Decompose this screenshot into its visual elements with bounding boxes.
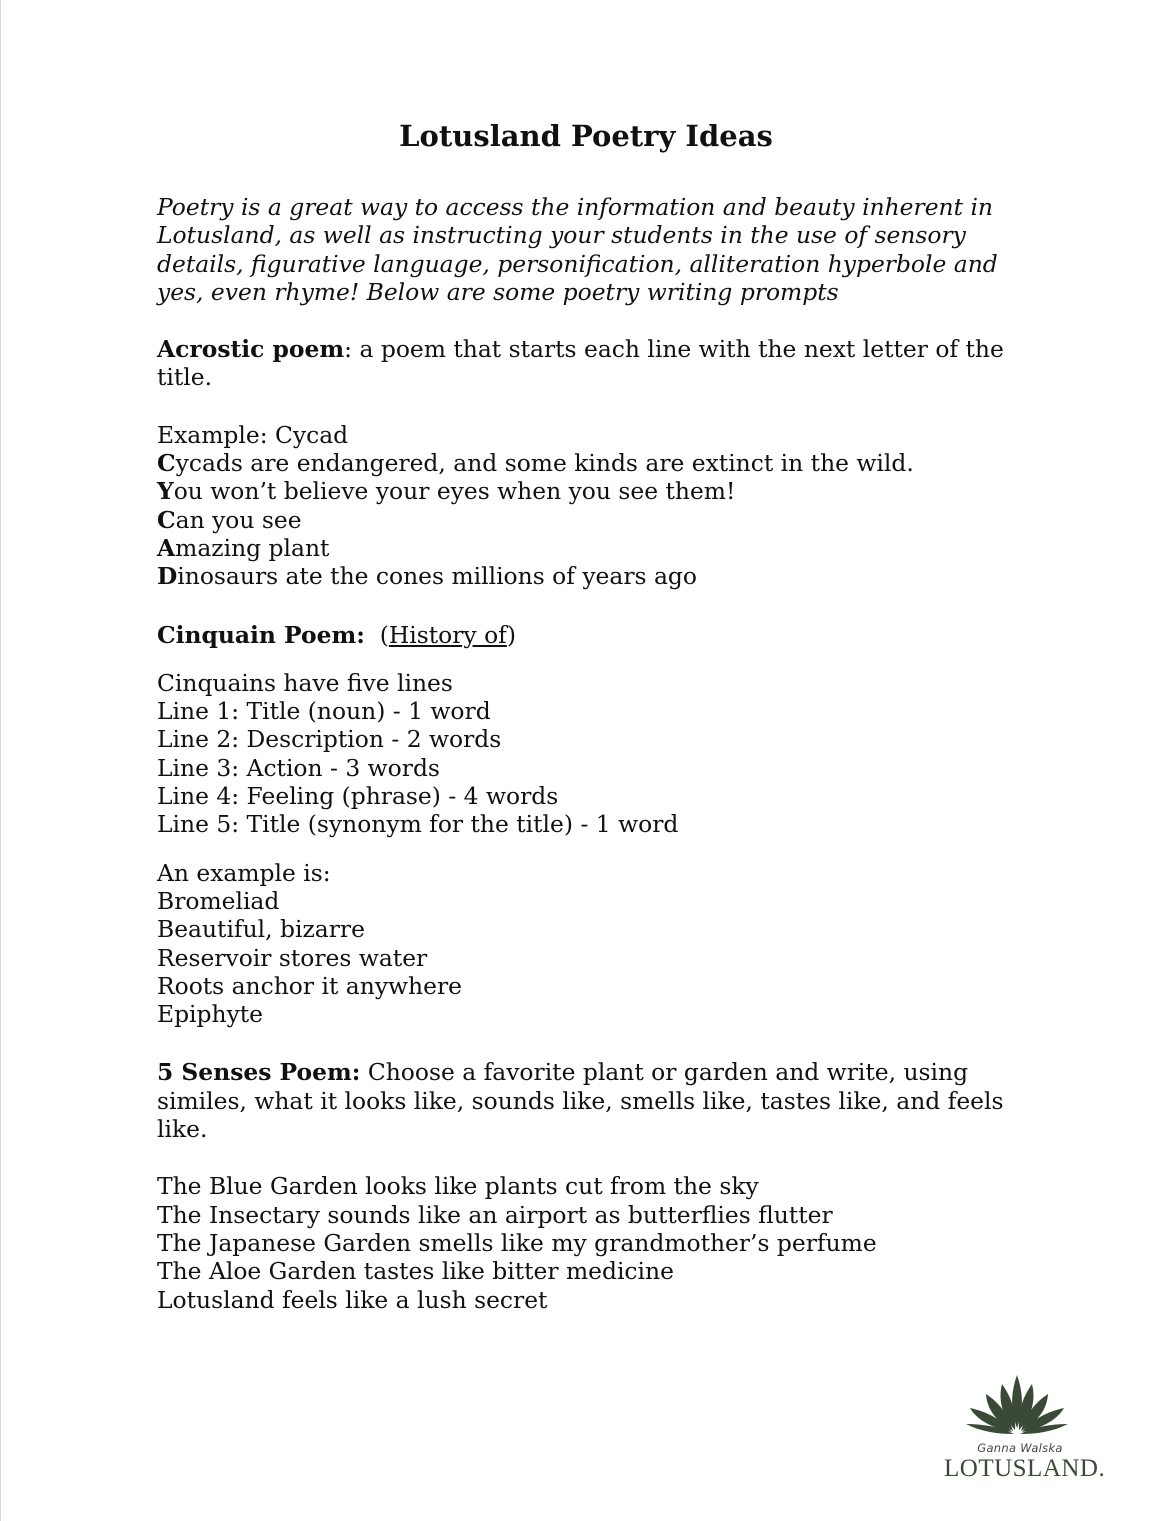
logo-name: LOTUSLAND. xyxy=(944,1455,1106,1482)
senses-line: The Insectary sounds like an airport as butterflies flutter xyxy=(157,1200,833,1229)
acrostic-label: Acrostic poem xyxy=(157,335,345,364)
cinquain-example-line: Epiphyte xyxy=(157,1000,264,1029)
acrostic-definition xyxy=(157,335,1037,392)
cinquain-rule-line: Line 4: Feeling (phrase) - 4 words xyxy=(157,782,559,811)
acrostic-line: Can you see xyxy=(157,505,302,534)
cinquain-rule-line: Cinquains have five lines xyxy=(157,668,453,697)
cinquain-example-line: Beautiful, bizarre xyxy=(157,915,365,944)
cinquain-example-line: Roots anchor it anywhere xyxy=(157,971,462,1000)
cinquain-rule-line: Line 3: Action - 3 words xyxy=(157,753,440,782)
senses-description: Choose a favorite plant or garden and write, using similes, what it looks like, sounds like, smells like, tastes like, and feels like. xyxy=(157,1058,1004,1144)
senses-line: Lotusland feels like a lush secret xyxy=(157,1285,548,1314)
senses-line: The Aloe Garden tastes like bitter medicine xyxy=(157,1257,674,1286)
acrostic-line: Cycads are endangered, and some kinds are extinct in the wild. xyxy=(157,449,914,478)
acrostic-line: Dinosaurs ate the cones millions of years ago xyxy=(157,562,697,591)
senses-definition xyxy=(157,1058,1007,1143)
acrostic-example xyxy=(157,421,1037,591)
cinquain-rules xyxy=(157,669,1037,839)
page-edge xyxy=(0,0,1,1521)
cinquain-example xyxy=(157,859,1037,1029)
page-title: Lotusland Poetry Ideas xyxy=(399,119,773,153)
document-body xyxy=(157,116,1037,1314)
history-of-link[interactable]: History of xyxy=(388,620,507,649)
senses-example xyxy=(157,1172,1037,1313)
cinquain-label: Cinquain Poem: xyxy=(157,620,365,649)
acrostic-line: You won’t believe your eyes when you see them! xyxy=(157,477,736,506)
cinquain-rule-line: Line 5: Title (synonym for the title) - 1 word xyxy=(157,810,679,839)
cinquain-example-line: Reservoir stores water xyxy=(157,943,428,972)
acrostic-example-heading: Example: Cycad xyxy=(157,420,349,449)
cinquain-example-line: An example is: xyxy=(157,858,331,887)
cinquain-example-line: Bromeliad xyxy=(157,886,280,915)
senses-line: The Blue Garden looks like plants cut from the sky xyxy=(157,1172,759,1201)
intro-paragraph: Poetry is a great way to access the information and beauty inherent in Lotusland, as well as instructing your students in the use of sensory details, figurative language, personification, alliteration hyperbole and yes, even rhyme! Below are some poetry writing prompts xyxy=(157,193,998,306)
cinquain-rule-line: Line 1: Title (noun) - 1 word xyxy=(157,697,491,726)
senses-line: The Japanese Garden smells like my grandmother’s perfume xyxy=(157,1228,877,1257)
logo-subtitle: Ganna Walska xyxy=(977,1441,1063,1455)
cinquain-heading: Cinquain Poem: (History of) xyxy=(157,620,516,649)
acrostic-line: Amazing plant xyxy=(157,533,330,562)
cinquain-rule-line: Line 2: Description - 2 words xyxy=(157,725,502,754)
acrostic-description: : a poem that starts each line with the next letter of the title. xyxy=(157,335,1004,392)
senses-label: 5 Senses Poem: xyxy=(157,1058,361,1087)
